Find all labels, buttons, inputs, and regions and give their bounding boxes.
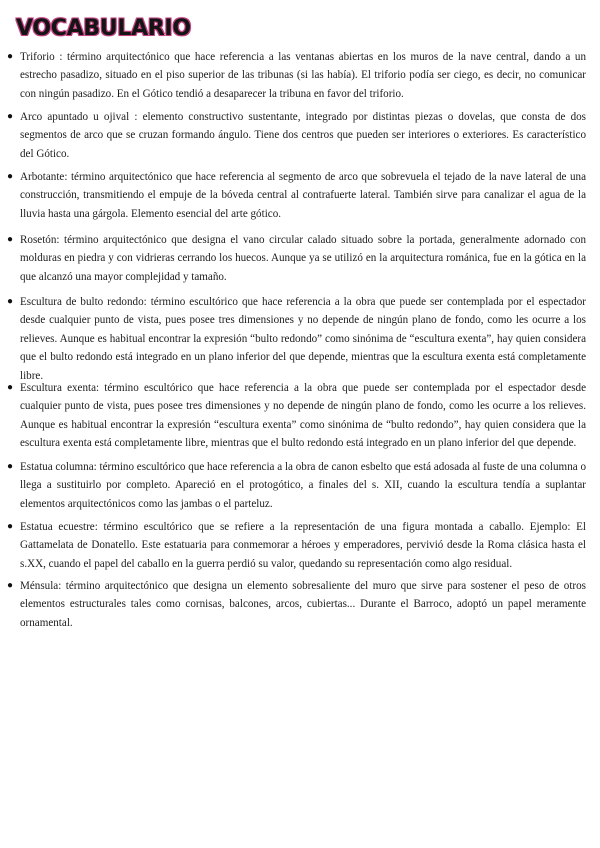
entry-text: Estatua columna: término escultórico que hace referencia a la obra de canon esbelto que está adosada al fuste de una columna o llega a sustituirlo por completo. Apareció en el protogótico, a finales del s. XII, cuando la escultura tendía a suplantar elementos arquitectónicos como las jambas o el parteluz. (20, 461, 586, 510)
vocabulary-entry (0, 231, 600, 286)
entry-text: Escultura exenta: término escultórico que hace referencia a la obra que puede ser contemplada por el espectador desde cualquier punto de vista, pues posee tres dimensiones y no depende de ningún plano de fondo, como les ocurre a los relieves. Aunque es habitual encontrar la expresión “escultura exenta” como sinónima de “bulto redondo”, hay quien considera que la escultura exenta está completamente libre, mientras que el bulto redondo está integrado en un plano inferior del que depende. (20, 382, 586, 450)
entry-text: Triforio : término arquitectónico que hace referencia a las ventanas abiertas en los muros de la nave central, dando a un estrecho pasadizo, situado en el piso superior de las tribunas (si las había). El triforio podía ser ciego, es decir, no comunicar con ningún pasadizo. En el Gótico tendió a desaparecer la tribuna en favor del triforio. (20, 51, 586, 100)
bullet-icon (0, 48, 20, 66)
vocabulary-entry (0, 577, 600, 632)
bullet-icon (0, 108, 20, 126)
bullet-icon (0, 518, 20, 536)
entry-text: Escultura de bulto redondo: término escultórico que hace referencia a la obra que puede ser contemplada por el espectador desde cualquier punto de vista, pues posee tres dimensiones y no depende de ningún plano de fondo, como les ocurre a los relieves. Aunque es habitual encontrar la expresión “bulto redondo” como sinónima de “escultura exenta”, hay quien considera que el bulto redondo está integrado en un plano inferior del que depende, mientras que la escultura exenta está completamente libre. (20, 296, 586, 382)
bullet-icon (0, 577, 20, 595)
entry-text: Rosetón: término arquitectónico que designa el vano circular calado situado sobre la portada, generalmente adornado con molduras en piedra y con vidrieras cerrando los huecos. Aunque ya se utilizó en la arquitectura románica, fue en la gótica en la que alcanzó una mayor complejidad y tamaño. (20, 234, 586, 283)
vocabulary-entry (0, 108, 600, 163)
bullet-icon (0, 458, 20, 476)
bullet-icon (0, 293, 20, 311)
bullet-icon (0, 379, 20, 397)
vocabulary-entry (0, 168, 600, 223)
vocabulary-entry (0, 293, 600, 385)
entry-text: Ménsula: término arquitectónico que designa un elemento sobresaliente del muro que sirve para sostener el peso de otros elementos estructurales tales como cornisas, balcones, arcos, cubiertas... Durante el Barroco, adoptó un papel meramente ornamental. (20, 580, 586, 629)
vocabulary-entry (0, 379, 600, 453)
entry-text: Arbotante: término arquitectónico que hace referencia al segmento de arco que sobrevuela el tejado de la nave lateral de una construcción, transmitiendo el empuje de la bóveda central al contrafuerte lateral. También sirve para canalizar el agua de la lluvia hasta una gárgola. Elemento esencial del arte gótico. (20, 171, 586, 220)
page-title: VOCABULARIO (16, 16, 191, 41)
vocabulary-entry (0, 518, 600, 573)
entry-text: Estatua ecuestre: término escultórico que se refiere a la representación de una figura montada a caballo. Ejemplo: El Gattamelata de Donatello. Este estatuaria para conmemorar a héroes y emperadores, pervivió desde la Roma clásica hasta el s.XX, cuando el papel del caballo en la guerra perdió su valor, quedando su representación como algo residual. (20, 521, 586, 570)
entry-text: Arco apuntado u ojival : elemento constructivo sustentante, integrado por distintas piezas o dovelas, que consta de dos segmentos de arco que se cruzan formando ángulo. Tiene dos centros que pueden ser interiores o exteriores. Es característico del Gótico. (20, 111, 586, 160)
vocabulary-entry (0, 458, 600, 513)
bullet-icon (0, 231, 20, 249)
bullet-icon (0, 168, 20, 186)
vocabulary-entry (0, 48, 600, 103)
